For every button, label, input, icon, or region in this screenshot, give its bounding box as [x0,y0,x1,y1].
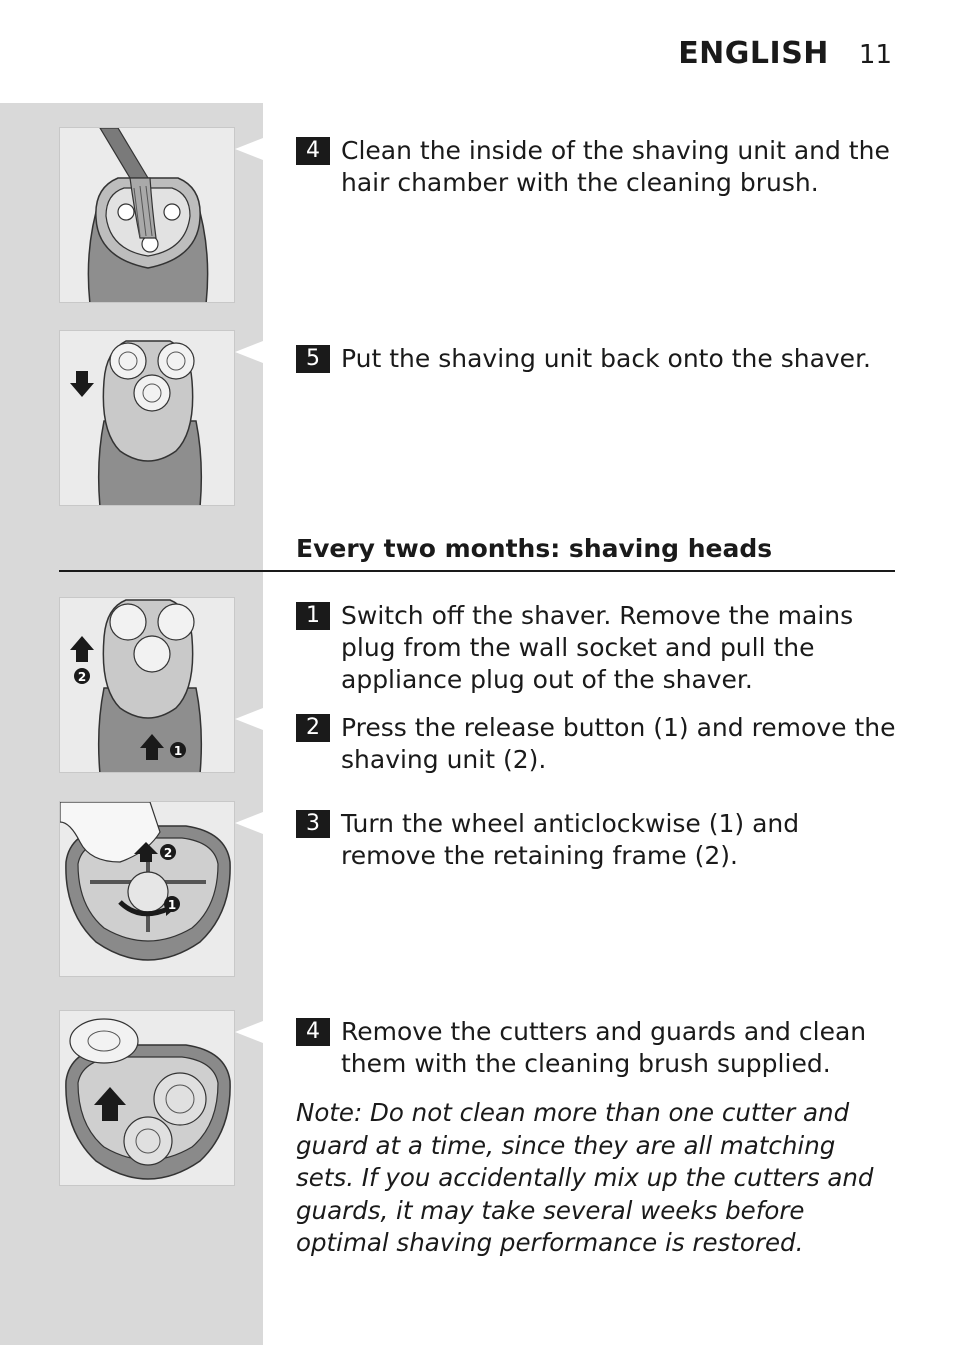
svg-text:2: 2 [77,670,87,684]
figure-retaining-frame [59,801,235,977]
figure-reattach-unit [59,330,235,506]
section-title: Every two months: shaving heads [296,534,773,563]
step-number-badge: 4 [296,137,330,165]
step-text: Press the release button (1) and remove the shaving unit (2). [341,713,896,774]
step-text: Put the shaving unit back onto the shaver. [341,344,871,373]
page-number: 11 [858,40,892,70]
step-number-badge: 1 [296,602,330,630]
step-number-badge: 2 [296,714,330,742]
figure-brush-cleaning [59,127,235,303]
figure-pointer [235,138,263,160]
svg-text:1: 1 [167,898,177,912]
step-switch-off [296,600,896,696]
figure-remove-unit [59,597,235,773]
step-remove-cutters [296,1016,896,1080]
step-number-badge: 3 [296,810,330,838]
arrow-up-icon [70,636,94,662]
step-number-badge: 5 [296,345,330,373]
figure-pointer [235,1021,263,1043]
figure-pointer [235,812,263,834]
figure-pointer [235,341,263,363]
step-text: Remove the cutters and guards and clean them with the cleaning brush supplied. [341,1017,867,1078]
step-release-button [296,712,896,776]
language-label: ENGLISH [678,36,829,71]
svg-text:2: 2 [163,846,173,860]
figure-remove-cutters [59,1010,235,1186]
step-text: Clean the inside of the shaving unit and the hair chamber with the cleaning brush. [341,136,890,197]
step-number-badge: 4 [296,1018,330,1046]
arrow-down-icon [70,371,94,397]
step-clean-inside [296,135,896,199]
step-text: Switch off the shaver. Remove the mains plug from the wall socket and pull the appliance plug out of the shaver. [341,601,854,694]
step-turn-wheel [296,808,896,872]
page-header [678,36,892,71]
figure-pointer [235,708,263,730]
step-put-back [296,343,896,375]
step-text: Turn the wheel anticlockwise (1) and remove the retaining frame (2). [341,809,800,870]
section-divider [59,570,895,572]
note-text: Note: Do not clean more than one cutter and guard at a time, since they are all matching sets. If you accidentally mix up the cutters and guards, it may take several weeks before optimal shaving performance is restored. [296,1098,874,1257]
svg-text:1: 1 [173,744,183,758]
